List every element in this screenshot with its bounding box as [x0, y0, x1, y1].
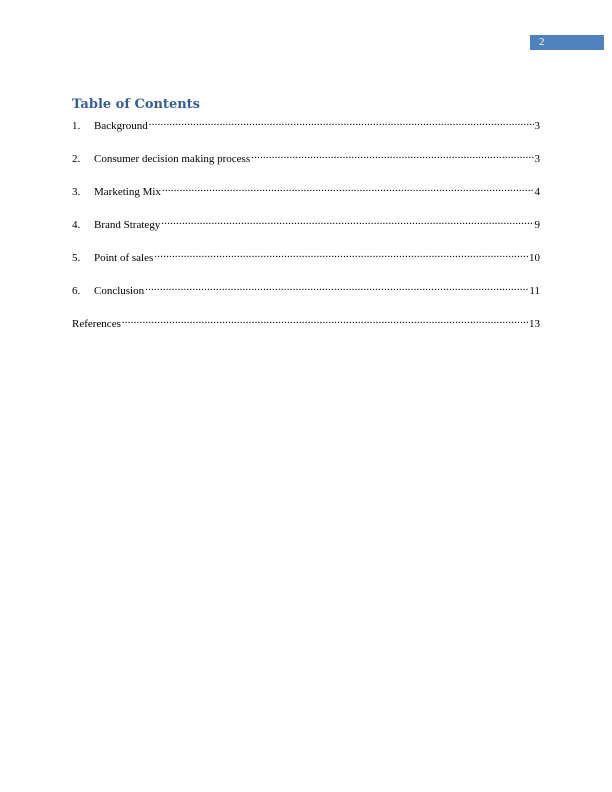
toc-entry-conclusion[interactable] — [72, 280, 540, 297]
toc-entry-background[interactable] — [72, 115, 540, 132]
toc-entry-page: 3 — [534, 120, 540, 132]
toc-entry-title: References — [72, 318, 121, 330]
toc-dot-leader — [162, 181, 534, 195]
toc-entry-brand-strategy[interactable] — [72, 214, 540, 231]
table-of-contents — [72, 96, 540, 346]
toc-entry-point-of-sales[interactable] — [72, 247, 540, 264]
toc-entry-references[interactable] — [72, 313, 540, 330]
page-number-badge — [530, 35, 604, 50]
toc-dot-leader — [251, 148, 533, 162]
toc-entry-marketing-mix[interactable] — [72, 181, 540, 198]
toc-entry-list — [72, 115, 540, 330]
page-number: 2 — [539, 36, 545, 48]
toc-dot-leader — [122, 313, 528, 327]
toc-entry-number: 3. — [72, 186, 81, 198]
toc-entry-number: 4. — [72, 219, 81, 231]
toc-dot-leader — [149, 115, 534, 129]
toc-entry-title: Brand Strategy — [94, 219, 161, 231]
toc-entry-number: 2. — [72, 153, 81, 165]
toc-entry-consumer-decision[interactable] — [72, 148, 540, 165]
toc-entry-title: Consumer decision making process — [94, 153, 251, 165]
toc-entry-page: 9 — [534, 219, 540, 231]
toc-dot-leader — [145, 280, 528, 294]
toc-entry-page: 13 — [529, 318, 540, 330]
toc-entry-title: Marketing Mix — [94, 186, 161, 198]
toc-entry-title: Conclusion — [94, 285, 145, 297]
toc-entry-page: 10 — [529, 252, 540, 264]
toc-entry-page: 11 — [529, 285, 540, 297]
toc-entry-page: 4 — [534, 186, 540, 198]
toc-heading: Table of Contents — [72, 97, 200, 112]
toc-entry-page: 3 — [534, 153, 540, 165]
toc-entry-title: Background — [94, 120, 148, 132]
toc-entry-number: 6. — [72, 285, 81, 297]
toc-entry-number: 1. — [72, 120, 81, 132]
toc-entry-number: 5. — [72, 252, 81, 264]
toc-dot-leader — [161, 214, 533, 228]
toc-dot-leader — [154, 247, 528, 261]
toc-entry-title: Point of sales — [94, 252, 154, 264]
